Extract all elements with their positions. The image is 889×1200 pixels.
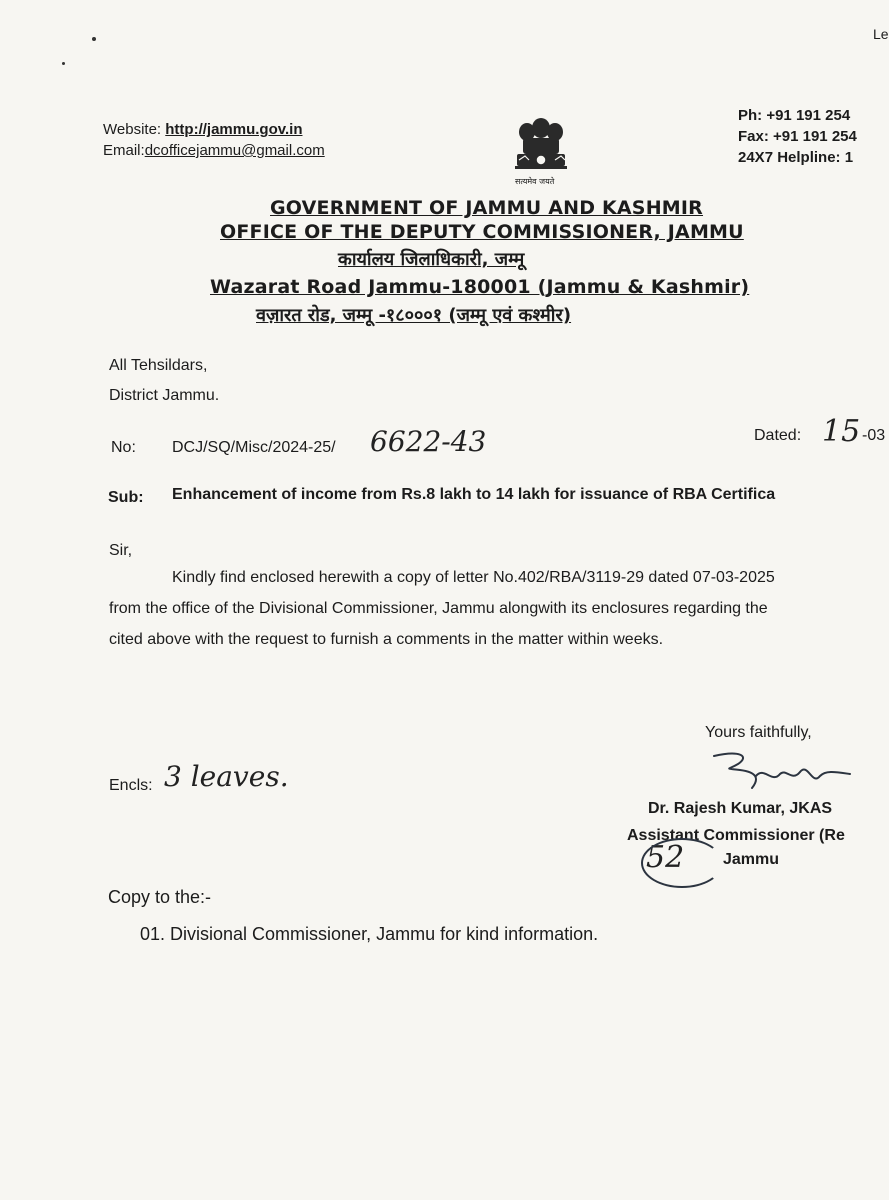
body-para-line2: from the office of the Divisional Commissioner, Jammu alongwith its enclosures regarding the bbox=[109, 600, 768, 617]
addressee-line1: All Tehsildars, bbox=[109, 357, 208, 374]
body-para-line1: Kindly find enclosed herewith a copy of letter No.402/RBA/3119-29 dated 07-03-2025 bbox=[172, 569, 775, 586]
encl-label: Encls: bbox=[109, 777, 153, 794]
address-line-hindi: वज़ारत रोड, जम्मू -१८०००१ (जम्मू एवं कश्मीर) bbox=[256, 305, 572, 326]
scan-speck bbox=[92, 37, 96, 41]
copy-heading: Copy to the:- bbox=[108, 887, 212, 907]
ref-no-handwritten: 6622-43 bbox=[370, 425, 487, 458]
website-link[interactable]: http://jammu.gov.in bbox=[165, 121, 303, 138]
subject-text: Enhancement of income from Rs.8 lakh to 14 lakh for issuance of RBA Certifica bbox=[172, 486, 776, 503]
signatory-designation: Assistant Commissioner (Re bbox=[627, 827, 845, 844]
signature-text bbox=[700, 748, 701, 749]
office-title: OFFICE OF THE DEPUTY COMMISSIONER, JAMMU bbox=[220, 221, 744, 243]
ref-no-label: No: bbox=[111, 439, 136, 456]
encl-handwritten: 3 leaves. bbox=[164, 760, 289, 793]
address-line: Wazarat Road Jammu-180001 (Jammu & Kashmir) bbox=[210, 276, 750, 298]
closing-yours: Yours faithfully, bbox=[705, 724, 812, 741]
website-line bbox=[103, 120, 302, 140]
scan-speck bbox=[62, 62, 65, 65]
salutation: Sir, bbox=[109, 542, 133, 559]
website-label: Website: bbox=[103, 121, 162, 138]
dated-suffix: -03 bbox=[862, 427, 886, 444]
emblem-motto: सत्यमेव जयते bbox=[515, 177, 555, 186]
email-link[interactable]: dcofficejammu@gmail.com bbox=[144, 142, 325, 159]
govt-title: GOVERNMENT OF JAMMU AND KASHMIR bbox=[270, 197, 704, 219]
dated-handwritten: 15 bbox=[822, 414, 861, 449]
body-para-line3: cited above with the request to furnish a comments in the matter within weeks. bbox=[109, 631, 664, 648]
national-emblem bbox=[505, 110, 577, 192]
helpline-line: 24X7 Helpline: 1 bbox=[738, 149, 854, 166]
addressee-line2: District Jammu. bbox=[109, 387, 220, 404]
subject-label: Sub: bbox=[108, 489, 144, 506]
ref-no-value: DCJ/SQ/Misc/2024-25/ bbox=[172, 439, 336, 456]
stamp-circle bbox=[641, 838, 723, 888]
handwritten-stamp: 52 bbox=[646, 840, 685, 875]
dated-label: Dated: bbox=[754, 427, 802, 444]
signatory-place: Jammu bbox=[723, 851, 780, 868]
fax-line: Fax: +91 191 254 bbox=[738, 128, 857, 145]
phone-line: Ph: +91 191 254 bbox=[738, 107, 851, 124]
copy-item: 01. Divisional Commissioner, Jammu for kind information. bbox=[140, 924, 599, 944]
email-line bbox=[103, 141, 325, 161]
signature bbox=[700, 748, 860, 798]
signatory-name: Dr. Rajesh Kumar, JKAS bbox=[648, 800, 833, 817]
corner-text: Le bbox=[873, 26, 889, 42]
signature-scribble bbox=[700, 748, 860, 798]
email-label: Email: bbox=[103, 142, 145, 159]
office-title-hindi: कार्यालय जिलाधिकारी, जम्मू bbox=[338, 249, 525, 270]
